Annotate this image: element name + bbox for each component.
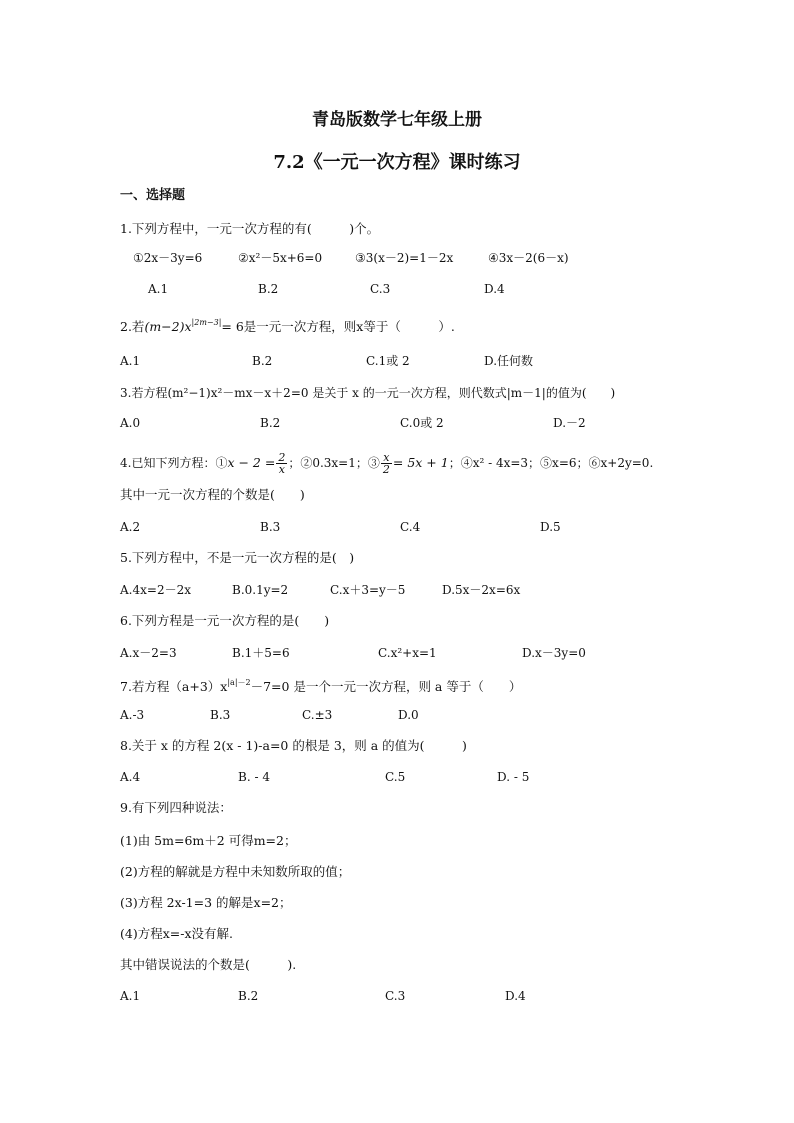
document-subtitle: 7.2《一元一次方程》课时练习 <box>273 152 521 173</box>
q3-option-c: C.0或 2 <box>400 416 444 430</box>
q1-eq-3: ③3(x－2)=1－2x <box>355 251 454 265</box>
q1-eq-2: ②x²－5x+6=0 <box>238 251 323 265</box>
q4-option-d: D.5 <box>540 520 561 534</box>
q4-post: ；④x² - 4x=3；⑤x=6；⑥x+2y=0. <box>448 456 654 470</box>
q7-pre: 7.若方程（a+3）x <box>120 679 228 694</box>
document-title: 青岛版数学七年级上册 <box>312 110 482 130</box>
q1-eq-4: ④3x－2(6－x) <box>488 251 569 265</box>
q1-option-b: B.2 <box>258 282 279 296</box>
question-4-line2: 其中一元一次方程的个数是( ) <box>120 487 305 502</box>
q3-option-a: A.0 <box>120 416 141 430</box>
question-5-stem: 5.下列方程中，不是一元一次方程的是( ) <box>120 550 355 565</box>
q5-option-c: C.x＋3=y－5 <box>330 583 406 597</box>
q4-option-a: A.2 <box>120 520 141 534</box>
q1-eq-1: ①2x－3y=6 <box>133 251 203 265</box>
q3-option-d: D.－2 <box>553 416 586 430</box>
q9-statement-2: (2)方程的解就是方程中未知数所取的值； <box>120 864 351 879</box>
q4-eq1-left: x − 2 = <box>227 455 276 470</box>
q4-eq1-denominator: x <box>278 463 285 476</box>
q9-statement-3: (3)方程 2x-1=3 的解是x=2； <box>120 895 292 910</box>
q9-statement-4: (4)方程x=-x没有解. <box>120 926 233 941</box>
q6-option-d: D.x－3y=0 <box>522 646 586 660</box>
q9-option-b: B.2 <box>238 989 259 1003</box>
q2-option-a: A.1 <box>120 354 141 368</box>
q4-eq3-fraction <box>381 452 392 475</box>
question-7-stem <box>120 675 521 695</box>
q4-eq3-right: = 5x + 1 <box>392 455 449 470</box>
q5-option-b: B.0.1y=2 <box>232 583 289 597</box>
question-6-stem: 6.下列方程是一元一次方程的是( ) <box>120 613 330 628</box>
q5-option-a: A.4x=2－2x <box>120 583 191 597</box>
q9-option-a: A.1 <box>120 989 141 1003</box>
section-heading: 一、选择题 <box>120 188 186 203</box>
q2-exponent: |2m−3| <box>191 318 222 327</box>
q4-eq1-fraction <box>276 452 287 475</box>
q2-math-expr: (m−2)x <box>144 319 192 334</box>
q1-option-d: D.4 <box>484 282 505 296</box>
q7-option-b: B.3 <box>210 708 231 722</box>
q8-option-a: A.4 <box>120 770 141 784</box>
q8-option-d: D. - 5 <box>497 770 530 784</box>
question-4-stem <box>120 452 653 475</box>
q1-option-c: C.3 <box>370 282 391 296</box>
q9-option-d: D.4 <box>505 989 526 1003</box>
question-8-stem: 8.关于 x 的方程 2(x - 1)-a=0 的根是 3，则 a 的值为( ) <box>120 738 467 753</box>
q2-option-d: D.任何数 <box>484 354 534 368</box>
q4-pre: 4.已知下列方程：① <box>120 456 228 470</box>
q2-option-c: C.1或 2 <box>366 354 410 368</box>
q4-mid: ；②0.3x=1；③ <box>288 456 380 470</box>
q8-option-c: C.5 <box>385 770 406 784</box>
q8-option-b: B. - 4 <box>238 770 270 784</box>
q6-option-c: C.x²+x=1 <box>378 646 437 660</box>
q7-post: －7=0 是一个一元一次方程，则 a 等于（ ） <box>250 679 522 694</box>
q4-option-b: B.3 <box>260 520 281 534</box>
q6-option-a: A.x－2=3 <box>120 646 177 660</box>
question-9-stem: 9.有下列四种说法： <box>120 800 232 815</box>
q2-mid: = 6 <box>221 319 244 334</box>
question-9-line2: 其中错误说法的个数是( ). <box>120 957 297 972</box>
q4-eq3-numerator: x <box>381 452 392 464</box>
q2-post: 是一元一次方程，则x等于（ ）. <box>243 319 455 334</box>
q2-option-b: B.2 <box>252 354 273 368</box>
question-2-stem <box>120 315 455 335</box>
q9-statement-1: (1)由 5m=6m＋2 可得m=2； <box>120 833 297 848</box>
q9-option-c: C.3 <box>385 989 406 1003</box>
q7-option-d: D.0 <box>398 708 419 722</box>
q6-option-b: B.1＋5=6 <box>232 646 290 660</box>
q2-pre: 2.若 <box>120 319 145 334</box>
q7-exponent: |a|－2 <box>227 678 251 687</box>
question-1-stem: 1.下列方程中，一元一次方程的有( )个。 <box>120 221 380 236</box>
q7-option-c: C.±3 <box>302 708 333 722</box>
q4-option-c: C.4 <box>400 520 421 534</box>
q3-option-b: B.2 <box>260 416 281 430</box>
q7-option-a: A.-3 <box>120 708 145 722</box>
q4-eq1-numerator: 2 <box>278 451 286 464</box>
q4-eq3-denominator: 2 <box>382 463 390 476</box>
q1-option-a: A.1 <box>148 282 169 296</box>
question-3-stem: 3.若方程(m²−1)x²－mx－x＋2=0 是关于 x 的一元一次方程，则代数式|m－1|的值为( ) <box>120 386 616 400</box>
q5-option-d: D.5x－2x=6x <box>442 583 521 597</box>
